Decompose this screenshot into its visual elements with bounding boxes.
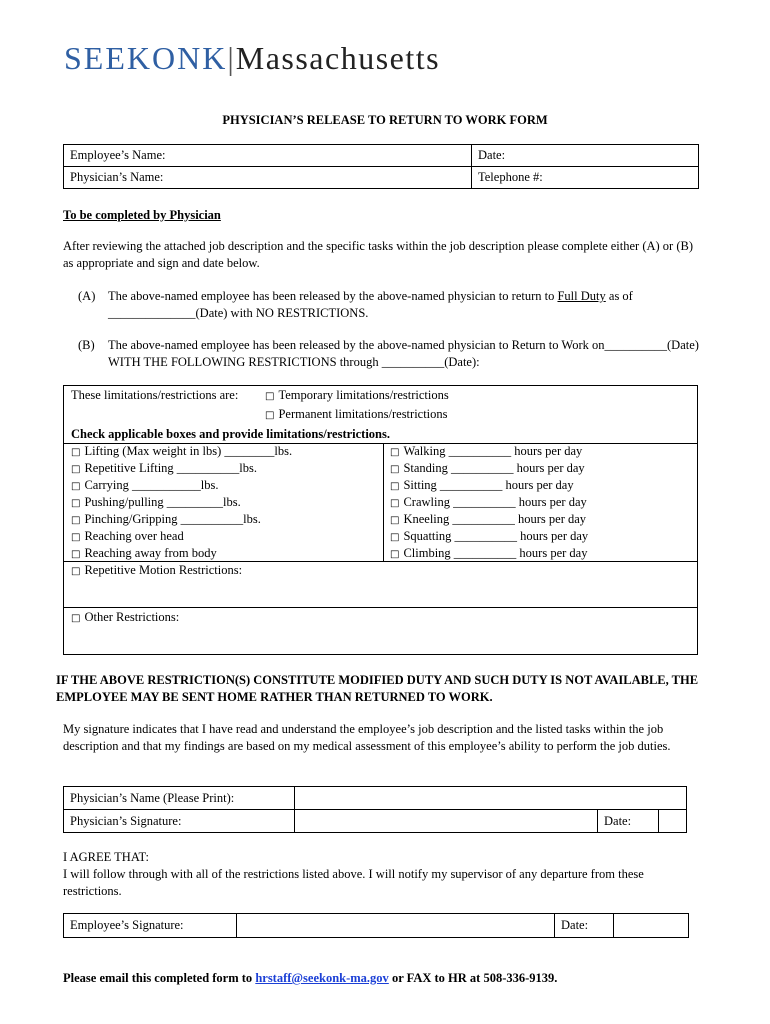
physician-signature-input[interactable] (295, 810, 598, 833)
form-title: PHYSICIAN’S RELEASE TO RETURN TO WORK FORM (222, 113, 548, 127)
telephone-field[interactable] (472, 167, 699, 189)
logo-seekonk: SEEKONK (64, 40, 228, 76)
footer-before: Please email this completed form to (63, 971, 256, 985)
right-restriction-option-0[interactable] (390, 443, 582, 461)
section-heading: To be completed by Physician (63, 208, 221, 222)
left-restriction-label-2: Carrying ___________lbs. (84, 478, 219, 492)
right-restriction-label-0: Walking __________ hours per day (403, 444, 583, 458)
left-restriction-label-4: Pinching/Gripping __________lbs. (84, 512, 261, 526)
logo-separator: | (227, 40, 236, 76)
temporary-label: Temporary limitations/restrictions (278, 388, 449, 402)
physician-print-name-label-cell (64, 787, 295, 810)
physician-signature-label: Physician’s Signature: (70, 813, 182, 828)
right-restriction-option-3[interactable] (390, 494, 587, 512)
repetitive-motion-option[interactable] (71, 562, 242, 580)
other-restrictions-checkbox[interactable]: □ (71, 613, 81, 624)
left-restriction-option-4[interactable] (71, 511, 261, 529)
left-restriction-checkbox-5[interactable]: □ (71, 532, 81, 543)
left-restriction-option-2[interactable] (71, 477, 218, 495)
physician-date-input[interactable] (659, 810, 687, 833)
signature-statement: My signature indicates that I have read and understand the employee’s job description and the listed tasks within the job description and that my findings are based on my medical assessment of this employee’s ability to perform the job duties. (63, 722, 671, 753)
left-restriction-label-6: Reaching away from body (84, 546, 217, 560)
telephone-label: Telephone #: (478, 170, 543, 184)
check-boxes-heading: Check applicable boxes and provide limitations/restrictions. (71, 427, 391, 441)
employee-signature-input[interactable] (237, 914, 555, 938)
physician-print-name-label: Physician’s Name (Please Print): (70, 790, 235, 805)
physician-name-label: Physician’s Name: (70, 170, 164, 184)
employee-date-label: Date: (561, 918, 589, 932)
date-label: Date: (478, 148, 506, 162)
employee-signature-label-cell (64, 914, 237, 938)
left-restriction-option-1[interactable] (71, 460, 257, 478)
right-restriction-checkbox-5[interactable]: □ (390, 532, 400, 543)
right-restriction-checkbox-0[interactable]: □ (390, 447, 400, 458)
modified-duty-warning: IF THE ABOVE RESTRICTION(S) CONSTITUTE MODIFIED DUTY AND SUCH DUTY IS NOT AVAILABLE, THE EMPLOYEE MAY BE SENT HOME RATHER THAN RETURNED TO WORK. (56, 673, 699, 704)
employee-name-label: Employee’s Name: (70, 148, 166, 162)
employee-date-input[interactable] (614, 914, 689, 938)
physician-date-label: Date: (604, 813, 632, 828)
left-restriction-option-3[interactable] (71, 494, 241, 512)
repetitive-motion-label: Repetitive Motion Restrictions: (84, 563, 243, 577)
option-a-full-duty: Full Duty (557, 289, 606, 303)
employee-name-field[interactable] (64, 145, 472, 167)
logo (64, 40, 440, 77)
right-restriction-label-6: Climbing __________ hours per day (403, 546, 588, 560)
right-restriction-label-2: Sitting __________ hours per day (403, 478, 574, 492)
left-restriction-option-0[interactable] (71, 443, 292, 461)
left-restriction-checkbox-6[interactable]: □ (71, 549, 81, 560)
right-restriction-checkbox-1[interactable]: □ (390, 464, 400, 475)
option-a-text-before: The above-named employee has been released by the above-named physician to return to (108, 289, 558, 303)
right-restriction-label-3: Crawling __________ hours per day (403, 495, 587, 509)
left-restriction-checkbox-2[interactable]: □ (71, 481, 81, 492)
left-restriction-label-5: Reaching over head (84, 529, 184, 543)
option-b (78, 337, 703, 371)
option-a-text-after: as of ______________(Date) with NO RESTRICTIONS. (108, 289, 633, 320)
agree-heading: I AGREE THAT: (63, 850, 149, 864)
left-restriction-checkbox-1[interactable]: □ (71, 464, 81, 475)
physician-signature-table (63, 786, 687, 833)
repetitive-motion-checkbox[interactable]: □ (71, 566, 81, 577)
physician-print-name-input[interactable] (295, 787, 687, 810)
option-a (78, 288, 703, 322)
option-b-text: The above-named employee has been released by the above-named physician to Return to Work on__________(Date) WITH THE FOLLOWING RESTRICTIONS through __________(Date): (108, 338, 699, 369)
permanent-label: Permanent limitations/restrictions (278, 407, 448, 421)
other-restrictions-label: Other Restrictions: (84, 610, 180, 624)
left-restriction-checkbox-0[interactable]: □ (71, 447, 81, 458)
right-restriction-label-5: Squatting __________ hours per day (403, 529, 589, 543)
employee-date-label-cell (555, 914, 614, 938)
permanent-checkbox[interactable]: □ (265, 410, 275, 421)
footer-after: or FAX to HR at 508-336-9139. (388, 971, 558, 985)
option-b-label: (B) (78, 338, 95, 352)
right-restriction-checkbox-3[interactable]: □ (390, 498, 400, 509)
temporary-option[interactable] (265, 387, 449, 405)
restrictions-intro-label: These limitations/restrictions are: (71, 388, 239, 402)
right-restriction-option-2[interactable] (390, 477, 574, 495)
permanent-option[interactable] (265, 406, 448, 424)
restrictions-box (63, 385, 698, 655)
physician-date-label-cell (598, 810, 659, 833)
right-restriction-option-1[interactable] (390, 460, 585, 478)
right-restriction-option-4[interactable] (390, 511, 586, 529)
option-a-label: (A) (78, 289, 96, 303)
left-restriction-label-0: Lifting (Max weight in lbs) ________lbs. (84, 444, 293, 458)
left-restriction-label-3: Pushing/pulling _________lbs. (84, 495, 241, 509)
right-restriction-checkbox-4[interactable]: □ (390, 515, 400, 526)
temporary-checkbox[interactable]: □ (265, 391, 275, 402)
employee-signature-table (63, 913, 689, 938)
right-restriction-checkbox-6[interactable]: □ (390, 549, 400, 560)
left-restriction-checkbox-3[interactable]: □ (71, 498, 81, 509)
right-restriction-label-1: Standing __________ hours per day (403, 461, 585, 475)
left-restriction-label-1: Repetitive Lifting __________lbs. (84, 461, 258, 475)
employee-info-table (63, 144, 699, 189)
left-restriction-checkbox-4[interactable]: □ (71, 515, 81, 526)
right-restriction-checkbox-2[interactable]: □ (390, 481, 400, 492)
logo-state: Massachusetts (235, 40, 441, 76)
hr-email-link[interactable]: hrstaff@seekonk-ma.gov (255, 971, 389, 985)
right-restriction-label-4: Kneeling __________ hours per day (403, 512, 587, 526)
date-field[interactable] (472, 145, 699, 167)
employee-signature-label: Employee’s Signature: (70, 918, 184, 932)
agree-text: I will follow through with all of the restrictions listed above. I will notify my supervisor of any departure from these restrictions. (63, 867, 644, 898)
footer-instructions (63, 971, 557, 986)
intro-paragraph: After reviewing the attached job description and the specific tasks within the job description please complete either (A) or (B) as appropriate and sign and date below. (63, 239, 693, 270)
other-restrictions-option[interactable] (71, 609, 179, 627)
physician-name-field[interactable] (64, 167, 472, 189)
left-restriction-option-5[interactable] (71, 528, 184, 546)
physician-signature-label-cell (64, 810, 295, 833)
right-restriction-option-5[interactable] (390, 528, 588, 546)
